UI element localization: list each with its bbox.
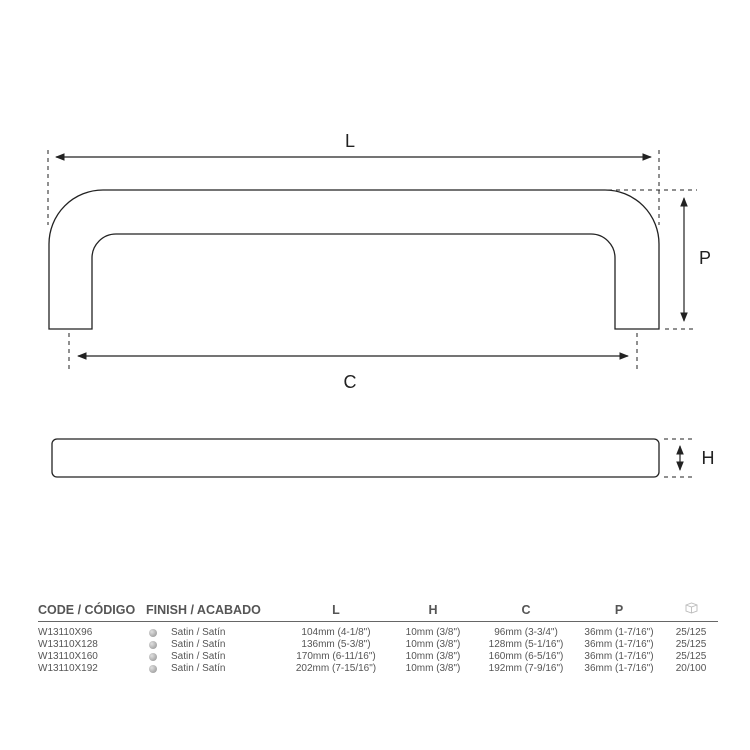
handle-top-view: [52, 439, 659, 477]
h-dimension-label: H: [701, 448, 715, 468]
table-row: [38, 651, 718, 663]
header-pack: [664, 602, 718, 622]
finish-label: Satin / Satín: [171, 627, 226, 639]
table-row: [38, 663, 718, 675]
finish-label: Satin / Satín: [171, 651, 226, 663]
header-l: L: [332, 602, 340, 617]
h-cell: 10mm (3/8"): [405, 627, 461, 639]
finish-label: Satin / Satín: [171, 663, 226, 675]
p-dimension-label: P: [698, 248, 712, 268]
p-cell: 36mm (1-7/16"): [584, 651, 654, 663]
h-cell: 10mm (3/8"): [405, 663, 461, 675]
l-cell: 170mm (6-11/16"): [296, 651, 376, 663]
c-cell: 192mm (7-9/16"): [488, 663, 564, 675]
finish-cell: [146, 622, 284, 640]
c-cell: 160mm (6-5/16"): [488, 651, 564, 663]
c-dimension-label: C: [343, 372, 357, 392]
pack-cell: 20/100: [675, 663, 707, 675]
finish-swatch-icon: [149, 653, 157, 661]
p-cell: 36mm (1-7/16"): [584, 639, 654, 651]
header-c: C: [521, 602, 531, 617]
h-cell: 10mm (3/8"): [405, 639, 461, 651]
table-row: [38, 622, 718, 640]
header-code: CODE / CÓDIGO: [38, 602, 136, 617]
pack-cell: 25/125: [675, 627, 707, 639]
c-cell: 96mm (3-3/4"): [494, 627, 558, 639]
table-row: [38, 639, 718, 651]
finish-swatch-icon: [149, 665, 157, 673]
pack-cell: 25/125: [675, 639, 707, 651]
table-header-row: [38, 602, 718, 622]
l-cell: 136mm (5-3/8"): [301, 639, 371, 651]
header-p: P: [614, 602, 624, 617]
code-cell: W13110X192: [38, 663, 98, 675]
finish-cell: [146, 639, 284, 651]
finish-label: Satin / Satín: [171, 639, 226, 651]
code-cell: W13110X160: [38, 651, 98, 663]
l-cell: 202mm (7-15/16"): [295, 663, 377, 675]
finish-cell: [146, 663, 284, 675]
code-cell: W13110X128: [38, 639, 98, 651]
p-cell: 36mm (1-7/16"): [584, 663, 654, 675]
pack-cell: 25/125: [675, 651, 707, 663]
l-cell: 104mm (4-1/8"): [301, 627, 371, 639]
finish-cell: [146, 651, 284, 663]
header-h: H: [428, 602, 438, 617]
specifications-table: [38, 602, 718, 675]
finish-swatch-icon: [149, 629, 157, 637]
box-icon: [685, 602, 698, 617]
c-cell: 128mm (5-1/16"): [488, 639, 564, 651]
h-cell: 10mm (3/8"): [405, 651, 461, 663]
p-cell: 36mm (1-7/16"): [584, 627, 654, 639]
handle-front-view: [49, 190, 659, 329]
finish-swatch-icon: [149, 641, 157, 649]
header-finish: FINISH / ACABADO: [146, 602, 261, 617]
l-dimension-label: L: [344, 131, 356, 151]
code-cell: W13110X96: [38, 627, 93, 639]
specifications-table-container: [38, 602, 718, 675]
